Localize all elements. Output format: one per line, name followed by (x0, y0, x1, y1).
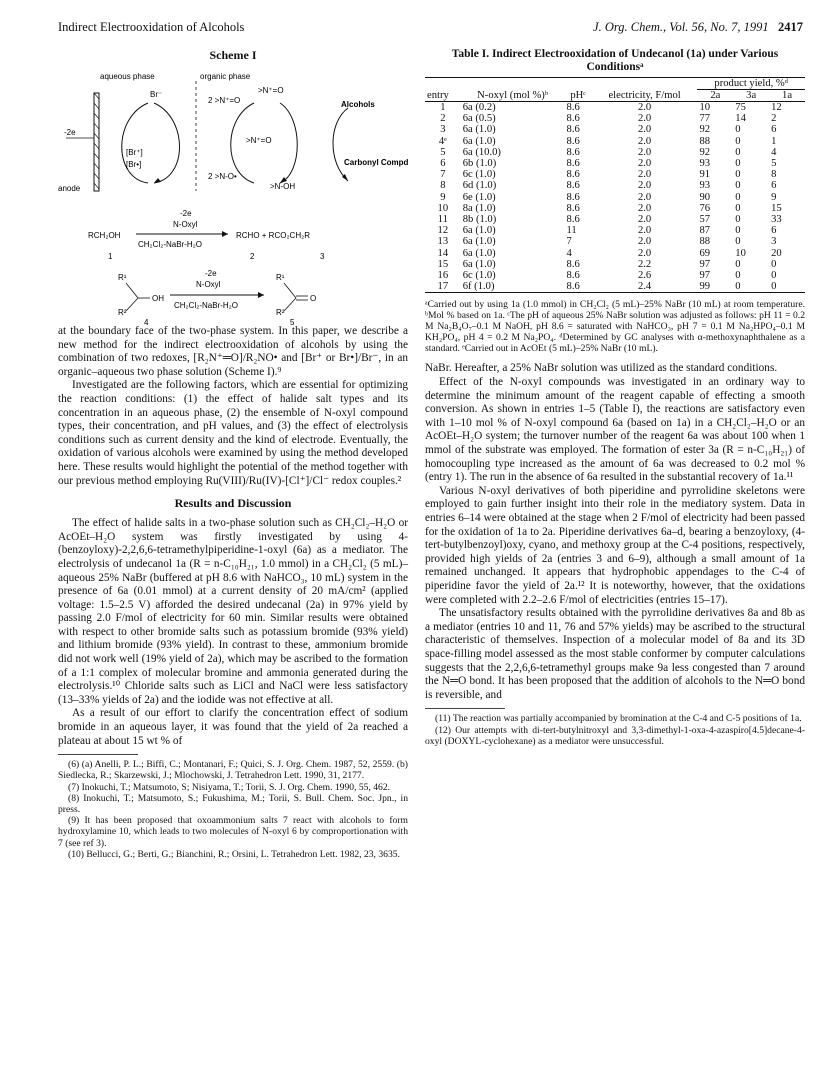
cell-2a: 93 (699, 158, 711, 170)
cell-noxyl: 8a (1.0) (462, 202, 496, 214)
paragraph: at the boundary face of the two-phase system. In this paper, we describe a new method for the indirect electrooxidation of alcohols by using the combination of two redoxes, [R₂N⁺═O]/R₂NO• and [Br⁺ or Br•]/Br⁻, in an organic–aqueous two phase solution (Scheme I).⁹ (58, 325, 408, 378)
footnote: (11) The reaction was partially accompanied by bromination at the C-4 and C-5 positions of 1a. (435, 713, 802, 725)
label-oxo1: 2 >N⁺=O (208, 96, 241, 105)
cell-2a: 69 (699, 247, 711, 259)
eq2-r1: R¹ (118, 273, 127, 282)
left-column (58, 48, 408, 860)
paragraph: Effect of the N-oxyl compounds was investigated in an ordinary way to determine the minimum amount of the reagent capable of effecting a smooth conversion. As shown in entries 1–5 (Table I), the reactions are satisfactory even with 1–10 mol % of N-oxyl compound 6a (based on 1a) in a CH₂Cl₂–H₂O or an AcOEt–H₂O system; the turnover number of the reagent 6a was about 100 when 1 mmol of the substrate was employed. The formation of ester 3a (R = n-C₁₀H₂₁) of homocoupling type increased as the amount of 6a was decreased to 0.2 mol % (entry 1). The run in the absence of 6a resulted in the substantial recovery of 1a.¹¹ (425, 376, 805, 484)
cell-entry: 6 (440, 158, 446, 170)
paragraph: The effect of halide salts in a two-phase solution such as CH₂Cl₂–H₂O or AcOEt–H₂O system was firstly investigated by using 4-(benzoyloxy)-2,2,6,6-tetramethylpiperidine-1-oxyl (6a) as a mediator. The electrolysis of undecanol 1a (R = n-C₁₀H₂₁, 1.0 mmol) in a CH₂Cl₂ (5 mL)–aqueous 25% NaBr (buffered at pH 8.6 with NaHCO₃, 10 mL) system in the presence of 6a (0.01 mmol) at a current density of 20 mA/cm² (applied voltage: 1.5–2.5 V) afforded the desired undecanal (2a) in 97% yield by passing 2.0 F/mol of electricity for 60 min. Similar results were obtained with respect to other bromide salts such as potassium bromide (93% yield) and lithium bromide (93% yield). In contrast to these, ammonium bromide did not work well (19% yield of 2a), which may be ascribed to the formation of a 1:1 complex of molecular bromine and ammonia generated during the electrolysis.¹⁰ Chloride salts such as LiCl and NaCl were less satisfactory (13–33% yields of 2a) and the iodide was not effective at all. (58, 517, 408, 706)
cell-noxyl: 6a (1.0) (462, 225, 496, 237)
cell-noxyl: 6a (1.0) (462, 135, 496, 147)
cell-noxyl: 6a (1.0) (462, 247, 496, 259)
cell-2a: 88 (699, 236, 711, 248)
cell-ph: 7 (566, 236, 572, 248)
cell-entry: 4ᵉ (438, 135, 447, 147)
label-oxo2: >N⁺=O (258, 86, 284, 95)
cell-1a: 20 (771, 247, 782, 259)
table-row (425, 236, 805, 247)
paragraph: NaBr. Hereafter, a 25% NaBr solution was utilized as the standard conditions. (425, 362, 778, 375)
label-br-dot: [Br•] (126, 160, 142, 169)
label-carbonyl: Carbonyl Compds (344, 158, 408, 167)
footnote: (8) Inokuchi, T.; Matsumoto, S.; Fukushima, M.; Torii, S. Bull. Chem. Soc. Jpn., in press. (58, 792, 408, 816)
cell-entry: 12 (437, 225, 449, 237)
cell-noxyl: 6a (1.0) (462, 258, 496, 270)
cell-1a: 6 (771, 124, 777, 136)
cell-3a: 10 (735, 247, 746, 259)
col-3a: 3a (746, 90, 757, 101)
cell-1a: 12 (771, 102, 782, 113)
cell-3a: 0 (735, 258, 741, 270)
cell-entry: 2 (440, 113, 446, 125)
cell-entry: 15 (437, 258, 449, 270)
section-heading: Results and Discussion (174, 496, 292, 511)
cell-electricity: 2.0 (637, 236, 652, 248)
label-anode: anode (58, 184, 81, 193)
cell-electricity: 2.0 (637, 202, 652, 214)
cell-electricity: 2.4 (637, 281, 652, 293)
cell-2a: 97 (699, 270, 711, 282)
scheme-diagram (58, 63, 408, 325)
eq2-num5: 5 (290, 318, 295, 325)
cell-3a: 0 (735, 191, 741, 203)
table-row (425, 136, 805, 147)
cell-ph: 4 (566, 247, 572, 259)
cell-3a: 0 (735, 236, 741, 248)
col-2a: 2a (710, 90, 721, 101)
eq1-num2: 2 (250, 252, 255, 261)
table-row (425, 203, 805, 214)
cell-noxyl: 6e (1.0) (462, 191, 496, 203)
cell-entry: 13 (437, 236, 449, 248)
table-row (425, 270, 805, 281)
table-row (425, 248, 805, 259)
cell-ph: 8.6 (566, 214, 580, 226)
cell-entry: 9 (440, 191, 446, 203)
cell-electricity: 2.0 (637, 158, 652, 170)
cell-ph: 8.6 (566, 102, 580, 113)
cell-ph: 8.6 (566, 258, 580, 270)
cell-1a: 33 (771, 214, 782, 226)
cell-2a: 99 (699, 281, 711, 293)
col-entry: entry (427, 90, 449, 101)
cell-3a: 0 (735, 281, 741, 293)
cell-electricity: 2.0 (637, 180, 652, 192)
footnote-rule (58, 754, 138, 755)
table-body (425, 102, 805, 293)
scheme-svg (58, 63, 408, 325)
cell-electricity: 2.0 (637, 225, 652, 237)
cell-3a: 0 (735, 135, 741, 147)
journal-citation: J. Org. Chem., Vol. 56, No. 7, 1991 (593, 20, 769, 34)
paragraph: Investigated are the following factors, which are essential for optimizing the reaction conditions: (1) the effect of halide salt types and its concentration in an aqueous phase, (2) the ensemble of N-oxyl compound types, their concentration, and pH values, and (3) the effect of electrolysis conditions such as current density and the kind of electrode. Eventually, the oxidation of various alcohols were examined by using the method developed here. These results would highlight the potential of the method together with our previous method employing Ru(VIII)/Ru(IV)-[Cl⁺]/Cl⁻ redox couples.² (58, 379, 408, 487)
footnote: (10) Bellucci, G.; Berti, G.; Bianchini, R.; Orsini, L. Tetrahedron Lett. 1982, 23, 3635. (68, 848, 400, 860)
cell-2a: 97 (699, 258, 711, 270)
table-title: Table I. Indirect Electrooxidation of Undecanol (1a) under Various Conditionsᵃ (451, 48, 779, 73)
label-aqueous: aqueous phase (100, 72, 155, 81)
label-organic: organic phase (200, 72, 251, 81)
cell-electricity: 2.0 (637, 191, 652, 203)
cell-3a: 0 (735, 146, 741, 158)
eq2-cond-mid: N-Oxyl (196, 280, 221, 289)
cell-1a: 15 (771, 202, 782, 214)
table-row (425, 281, 805, 293)
eq2-oh: OH (152, 294, 164, 303)
running-header-journal (593, 20, 803, 35)
right-column (425, 48, 805, 747)
cell-1a: 2 (771, 113, 777, 125)
cell-3a: 0 (735, 124, 741, 136)
table-row (425, 180, 805, 191)
cell-2a: 92 (699, 124, 711, 136)
cell-noxyl: 6c (1.0) (462, 270, 496, 282)
cell-ph: 8.6 (566, 124, 580, 136)
cell-1a: 3 (771, 236, 777, 248)
table-row (425, 169, 805, 180)
cell-3a: 0 (735, 169, 741, 181)
cell-1a: 4 (771, 146, 777, 158)
cell-2a: 90 (699, 191, 711, 203)
cell-entry: 7 (440, 169, 446, 181)
eq2-o: O (310, 294, 317, 303)
label-br-minus: Br⁻ (150, 90, 163, 99)
cell-3a: 75 (735, 102, 746, 113)
paragraph: As a result of our effort to clarify the concentration effect of sodium bromide in an aqueous layer, it was found that the yield of 2a reached a plateau at about 15 wt % of (58, 707, 408, 747)
footnote: (6) (a) Anelli, P. L.; Biffi, C.; Montanari, F.; Quici, S. J. Org. Chem. 1987, 52, 2559. (b) Siedlecka, R.; Skarzewski, J.; Mlochowski, J. Tetrahedron Lett. 1990, 31, 2177. (58, 759, 408, 782)
cell-3a: 0 (735, 270, 741, 282)
eq1-num1: 1 (108, 252, 113, 261)
cell-1a: 0 (771, 258, 777, 270)
cell-3a: 0 (735, 180, 741, 192)
cell-1a: 0 (771, 281, 777, 293)
eq2-cond-bot: CH₂Cl₂-NaBr-H₂O (174, 301, 238, 310)
cell-entry: 5 (440, 146, 446, 158)
cell-ph: 8.6 (566, 135, 580, 147)
eq1-products: RCHO + RCO₂CH₂R (236, 231, 310, 240)
col-electricity: electricity, F/mol (608, 90, 681, 101)
label-hydroxyl: >N-OH (270, 182, 296, 191)
table-row (425, 192, 805, 203)
eq1-cond-mid: N-Oxyl (173, 220, 198, 229)
label-minus2e: -2e (64, 128, 76, 137)
col-noxyl: N-oxyl (mol %)ᵇ (477, 90, 549, 101)
cell-2a: 87 (699, 225, 711, 237)
cell-2a: 93 (699, 180, 711, 192)
eq1-reactant: RCH₂OH (88, 231, 121, 240)
cell-electricity: 2.0 (637, 214, 652, 226)
paragraph: The unsatisfactory results obtained with the pyrrolidine derivatives 8a and 8b as a mediator (entries 10 and 11, 76 and 57% yields) may be ascribed to the structural characteristic of themselves. Inspection of a molecular model of 8a and its 3D space-filling model assessed as the most stable conformer by computer calculations suggests that the 2,2,6,6-tetramethyl groups make 9a less congested than 7 around the N═O bond. It has been proposed that the addition of alcohols to the N═O bond is reversible, and (425, 607, 805, 701)
cell-1a: 9 (771, 191, 777, 203)
label-oxo3: >N⁺=O (246, 136, 272, 145)
cell-noxyl: 6a (1.0) (462, 236, 496, 248)
eq2-r1b: R¹ (276, 273, 285, 282)
cell-electricity: 2.0 (637, 247, 652, 259)
cell-ph: 8.6 (566, 158, 580, 170)
cell-ph: 8.6 (566, 281, 580, 293)
cell-ph: 8.6 (566, 202, 580, 214)
cell-entry: 11 (437, 214, 448, 226)
cell-entry: 17 (437, 281, 449, 293)
cell-electricity: 2.0 (637, 135, 652, 147)
cell-electricity: 2.0 (637, 124, 652, 136)
footnote: (9) It has been proposed that oxoammonium salts 7 react with alcohols to form hydroxylamine 10, which leads to two molecules of N-oxyl 6 by comproportionation with 7 (see ref 3). (58, 815, 408, 849)
cell-1a: 6 (771, 180, 777, 192)
eq2-r2b: R² (276, 308, 285, 317)
table-row (425, 225, 805, 236)
col-1a: 1a (782, 90, 793, 101)
table-row (425, 113, 805, 124)
cell-electricity: 2.2 (637, 258, 652, 270)
table-row (425, 102, 805, 113)
cell-ph: 11 (566, 225, 577, 237)
table-row (425, 259, 805, 270)
col-yield: product yield, %ᵈ (697, 78, 805, 90)
footnote: (7) Inokuchi, T.; Matsumoto, S; Nisiyama, T.; Torii, S. J. Org. Chem. 1990, 55, 462. (68, 781, 391, 793)
footnote: (12) Our attempts with di-tert-butylnitroxyl and 3,3-dimethyl-1-oxa-4-azaspiro[4.5]decane-4-oxyl (DOXYL-cyclohexane) as a mediator were unsuccessful. (425, 724, 805, 747)
cell-noxyl: 6f (1.0) (462, 281, 495, 293)
eq1-cond-top: -2e (180, 209, 192, 218)
cell-noxyl: 6a (1.0) (462, 124, 496, 136)
cell-1a: 0 (771, 270, 777, 282)
cell-entry: 1 (440, 102, 446, 113)
cell-ph: 8.6 (566, 180, 580, 192)
cell-3a: 0 (735, 202, 741, 214)
cell-2a: 10 (699, 102, 711, 113)
cell-entry: 3 (440, 124, 446, 136)
cell-2a: 76 (699, 202, 711, 214)
cell-3a: 0 (735, 214, 741, 226)
cell-2a: 92 (699, 146, 711, 158)
cell-1a: 1 (771, 135, 777, 147)
cell-ph: 8.6 (566, 270, 580, 282)
cell-1a: 8 (771, 169, 777, 181)
footnote-rule (425, 708, 505, 709)
table-notes: ᵃCarried out by using 1a (1.0 mmol) in CH₂Cl₂ (5 mL)–25% NaBr (10 mL) at room temperature. ᵇMol % based on 1a. ᶜThe pH of aqueous 25% NaBr solution was adjusted as follows: pH 11 = 0.2 M Na₂B₄O₇–0.1 M NaOH, pH 8.6 = saturated with NaHCO₃, pH 7 = 0.1 M Na₂HPO₄–0.1 M KH₂PO₄, pH 4 = 0.2 M Na₂PO₄. ᵈDetermined by GC analyses with α-methoxynaphthalene as a standard. ᵉCarried out in AcOEt (5 mL)–25% NaBr (10 mL). (425, 299, 805, 355)
cell-electricity: 2.0 (637, 102, 652, 113)
cell-ph: 8.6 (566, 191, 580, 203)
cell-entry: 14 (437, 247, 449, 259)
table-row (425, 124, 805, 135)
eq1-cond-bot: CH₂Cl₂-NaBr-H₂O (138, 240, 202, 249)
cell-noxyl: 6d (1.0) (462, 180, 497, 192)
running-header-title: Indirect Electrooxidation of Alcohols (58, 20, 245, 34)
cell-electricity: 2.6 (637, 270, 652, 282)
cell-entry: 16 (437, 270, 449, 282)
cell-3a: 0 (735, 225, 741, 237)
cell-noxyl: 6a (0.5) (462, 113, 496, 125)
table-row (425, 214, 805, 225)
cell-1a: 6 (771, 225, 777, 237)
cell-electricity: 2.0 (637, 169, 652, 181)
scheme-title: Scheme I (209, 48, 257, 62)
cell-entry: 10 (437, 202, 449, 214)
cell-noxyl: 6b (1.0) (462, 158, 497, 170)
cell-2a: 88 (699, 135, 711, 147)
eq2-r2: R² (118, 308, 127, 317)
paragraph: Various N-oxyl derivatives of both piperidine and pyrrolidine skeletons were employed to gain further insight into their role in the mediatory system. Data in entries 6–14 were obtained at the stage when 2 F/mol of electricity had been passed for the oxidation of 1a to 2a. Piperidine derivatives 6a–d, bearing a benzoyloxy, (4-tert-butylbenzoyl)oxy, cyano, and methoxy group at the C-4 positions, respectively, provided high yields of 2a (entries 3 and 6–9), although a small amount of 1a remained unchanged. It appears that hydrophobic appendages to the C-4 of piperidine favor the yield of 2a.¹² It is noteworthy, however, that the oxidations were completed with 2.2–2.6 F/mol of electricities (entries 15–17). (425, 484, 805, 606)
eq2-num4: 4 (144, 318, 149, 325)
cell-ph: 8.6 (566, 113, 580, 125)
eq2-cond-top: -2e (205, 269, 217, 278)
cell-2a: 57 (699, 214, 711, 226)
cell-noxyl: 6c (1.0) (462, 169, 496, 181)
label-alcohols: Alcohols (341, 100, 375, 109)
cell-1a: 5 (771, 158, 777, 170)
eq1-num3: 3 (320, 252, 325, 261)
results-table (425, 77, 805, 293)
label-br-plus: [Br⁺] (126, 148, 143, 157)
cell-3a: 0 (735, 158, 741, 170)
cell-electricity: 2.0 (637, 146, 652, 158)
label-nitroxyl: 2 >N-O• (208, 172, 237, 181)
table-row (425, 147, 805, 158)
cell-ph: 8.6 (566, 146, 580, 158)
table-row (425, 158, 805, 169)
col-ph: pHᶜ (570, 90, 586, 101)
cell-noxyl: 6a (10.0) (462, 146, 501, 158)
cell-electricity: 2.0 (637, 113, 652, 125)
cell-noxyl: 8b (1.0) (462, 214, 497, 226)
cell-2a: 91 (699, 169, 711, 181)
cell-noxyl: 6a (0.2) (462, 102, 496, 113)
cell-2a: 77 (699, 113, 711, 125)
cell-entry: 8 (440, 180, 446, 192)
page-number: 2417 (778, 20, 803, 34)
cell-ph: 8.6 (566, 169, 580, 181)
cell-3a: 14 (735, 113, 746, 125)
